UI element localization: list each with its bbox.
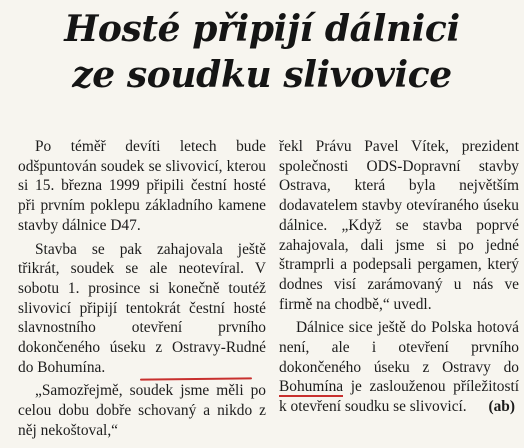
paragraph-5-text-a: Dálnice sice ještě do Polska hotová není, ale i otevření prvního dokončeného úseku z Ostravy do — [279, 319, 519, 376]
headline-line-2: ze soudku slivovice — [72, 54, 452, 96]
headline-line-1: Hosté připijí dálnici — [64, 8, 460, 50]
paragraph-4: řekl Právu Pavel Vítek, prezident společnosti ODS-Dopravní stavby Ostrava, která byla největším dodavatelem stavby otevíraného úseku dálnice. „Když se stavba poprvé zahajovala, dali jsme si po jedné štramprli a podepsali pergamen, který dodnes visí zarámovaný u nás ve firmě na chodbě,“ uvedl. — [279, 138, 519, 313]
highlighted-town-bohumin: Bohumína — [279, 378, 344, 396]
paragraph-3: „Samozřejmě, soudek jsme měli po celou dobu dobře schovaný a nikdo z něj nekoštoval,“ — [18, 382, 266, 439]
paragraph-5-text-b: je zaslouženou příležitostí k otevření soudku se slivovicí. — [279, 378, 519, 416]
paragraph-2: Stavba se pak zahajovala ještě třikrát, soudek se ale neotevíral. V sobotu 1. prosince si konečně toutéž slivovicí připijí tentokrát čestní hosté slavnostního otevření prvního dokončeného úseku z Ostravy-Rudné do Bohumína. — [18, 240, 266, 376]
author-signature: (ab) — [488, 398, 515, 416]
left-column — [18, 137, 266, 441]
right-column — [279, 137, 519, 417]
headline — [0, 6, 524, 98]
paragraph-5 — [279, 318, 519, 417]
paragraph-1: Po téměř devíti letech bude odšpuntován soudek se slivovicí, kterou si 15. března 1999 připili čestní hosté při prvním poklepu základního kamene stavby dálnice D47. — [18, 138, 266, 234]
